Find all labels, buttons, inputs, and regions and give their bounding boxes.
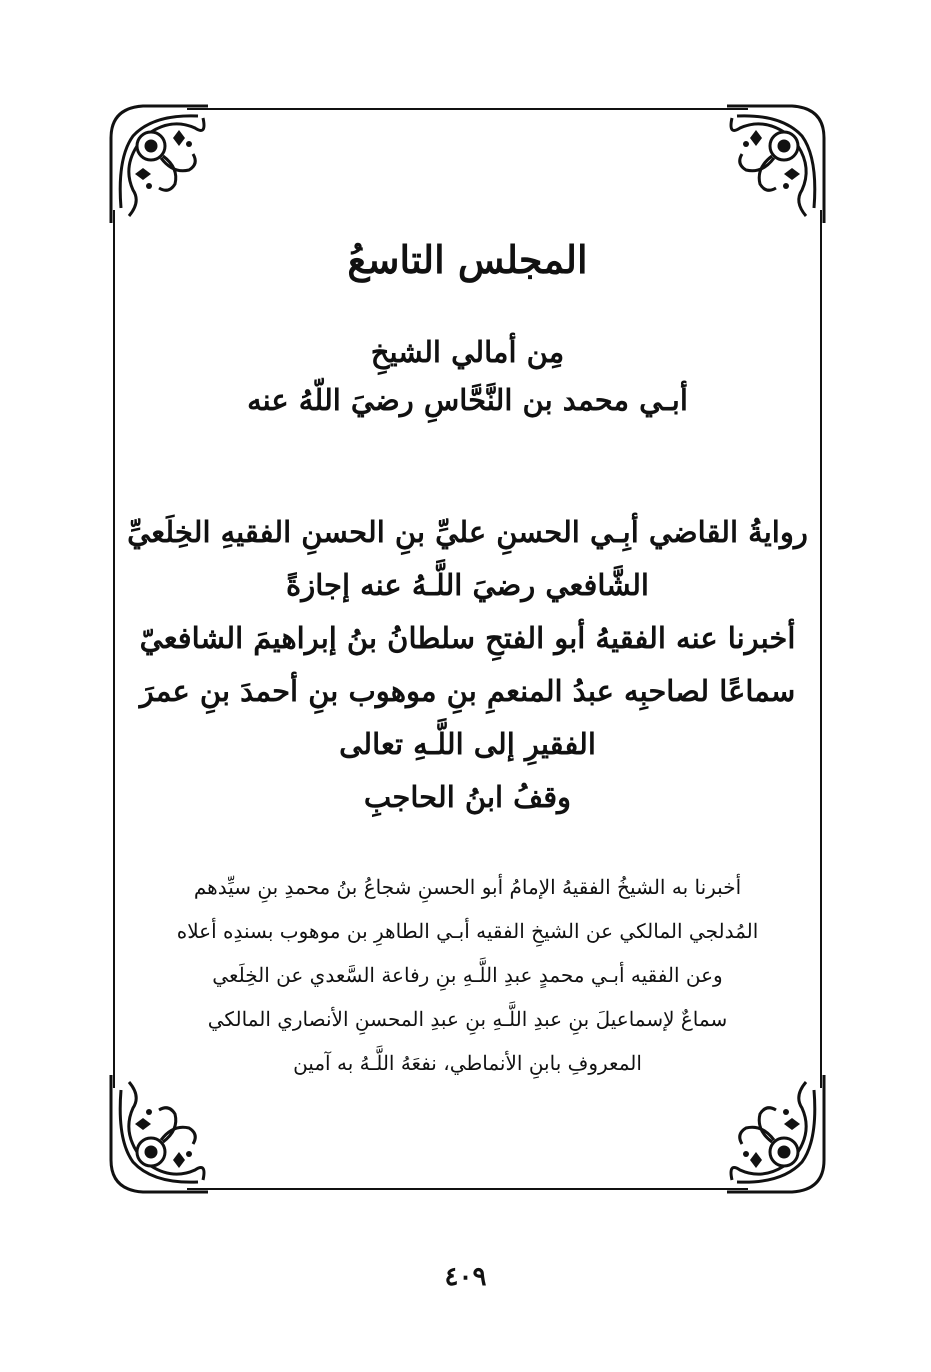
chain-line: المعروفِ بابنِ الأنماطي، نفعَهُ اللَّـهُ به آمين [293,1051,642,1075]
page-number: ٤٠٩ [444,1262,487,1292]
subtitle-line-2: أبـي محمد بن النَّحَّاسِ رضيَ اللّهُ عنه [247,383,688,417]
page-title: المجلس التاسعُ [347,237,588,282]
narration-block [125,506,810,824]
narration-line: روايةُ القاضي أبِـي الحسنِ عليِّ بنِ الحسنِ الفقيهِ الخِلَعيِّ [127,515,808,549]
chain-of-transmission-block [125,865,810,1085]
narration-line: الشَّافعي رضيَ اللَّـهُ عنه إجازةً [286,568,649,602]
chain-line: أخبرنا به الشيخُ الفقيهُ الإمامُ أبو الحسنِ شجاعُ بنُ محمدِ بنِ سيِّدهم [193,875,742,899]
border-line-bottom [187,1188,748,1190]
border-line-top [187,108,748,110]
border-line-left [113,210,115,1088]
narration-line: الفقيرِ إلى اللَّـهِ تعالى [339,727,596,761]
corner-ornament-icon [722,98,832,228]
border-line-right [820,210,822,1088]
subtitle-line-1: مِن أمالي الشيخِ [370,335,565,369]
main-heading-block [125,230,810,824]
chain-line: وعن الفقيه أبـي محمدٍ عبدِ اللَّـهِ بنِ رفاعة السَّعدي عن الخِلَعي [212,963,723,987]
narration-line: أخبرنا عنه الفقيهُ أبو الفتحِ سلطانُ بنُ إبراهيمَ الشافعيّ [139,621,796,655]
corner-ornament-icon [722,1070,832,1200]
corner-ornament-icon [103,1070,213,1200]
corner-ornament-icon [103,98,213,228]
narration-line: سماعًا لصاحبِه عبدُ المنعمِ بنِ موهوب بنِ أحمدَ بنِ عمرَ [139,674,796,708]
chain-line: سماعٌ لإسماعيلَ بنِ عبدِ اللَّـهِ بنِ عبدِ المحسنِ الأنصاري المالكي [207,1007,728,1031]
chain-line: المُدلجي المالكي عن الشيخِ الفقيه أبـي الطاهرِ بن موهوب بسندِه أعلاه [176,919,759,943]
narration-line: وقفُ ابنُ الحاجبِ [363,780,572,814]
